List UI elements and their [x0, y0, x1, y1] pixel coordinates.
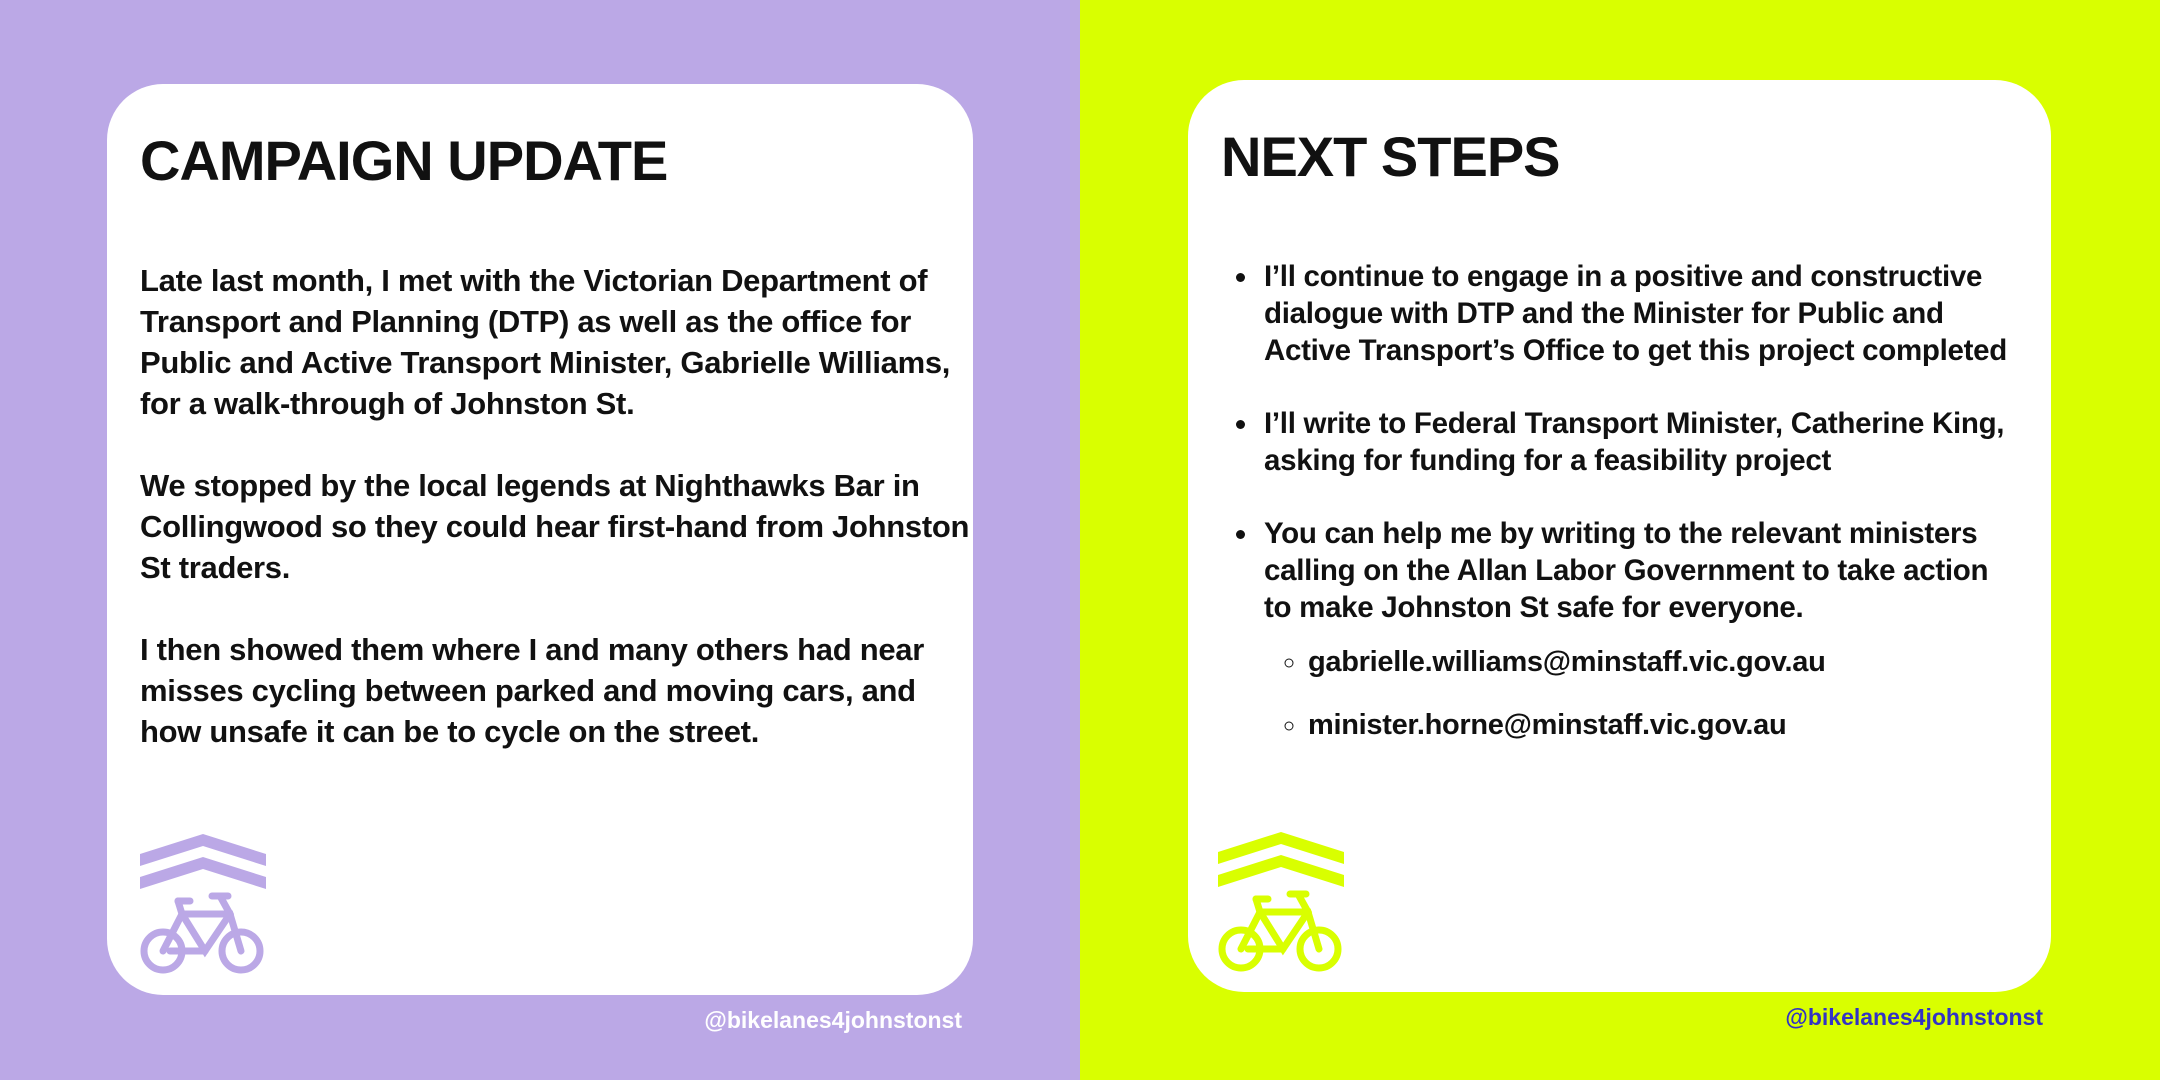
- next-steps-panel: [1080, 0, 2160, 1080]
- next-steps-card: [1188, 80, 2051, 992]
- paragraph: We stopped by the local legends at Nighthawks Bar in Collingwood so they could hear first-hand from Johnston St traders.: [140, 468, 970, 585]
- campaign-update-card: [107, 84, 973, 995]
- list-item-text: You can help me by writing to the relevant ministers calling on the Allan Labor Government to take action to make Johnston St safe for everyone.: [1264, 517, 1989, 624]
- card-body: [140, 260, 970, 793]
- card-title: CAMPAIGN UPDATE: [140, 129, 668, 192]
- paragraph: I then showed them where I and many others had near misses cycling between parked and moving cars, and how unsafe it can be to cycle on the street.: [140, 632, 924, 749]
- social-handle: @bikelanes4johnstonst: [704, 1007, 962, 1033]
- email-list: [1308, 644, 2020, 744]
- card-title: NEXT STEPS: [1221, 125, 1560, 188]
- list-item: • I’ll continue to engage in a positive and constructive dialogue with DTP and the Minister for Public and Active Transport’s Office to get this project completed: [1260, 258, 2020, 369]
- bike-lane-icon: [1218, 832, 1344, 972]
- email-link[interactable]: ◦ minister.horne@minstaff.vic.gov.au: [1308, 707, 2020, 744]
- next-steps-list: [1260, 258, 2020, 780]
- social-handle: @bikelanes4johnstonst: [1785, 1004, 2043, 1030]
- email-link[interactable]: ◦ gabrielle.williams@minstaff.vic.gov.au: [1308, 644, 2020, 681]
- list-item: [1260, 515, 2020, 744]
- bike-lane-icon: [140, 834, 266, 974]
- paragraph: Late last month, I met with the Victorian Department of Transport and Planning (DTP) as well as the office for Public and Active Transport Minister, Gabrielle Williams, for a walk-through of Johnston St.: [140, 263, 951, 421]
- list-item: • I’ll write to Federal Transport Minister, Catherine King, asking for funding for a feasibility project: [1260, 405, 2020, 479]
